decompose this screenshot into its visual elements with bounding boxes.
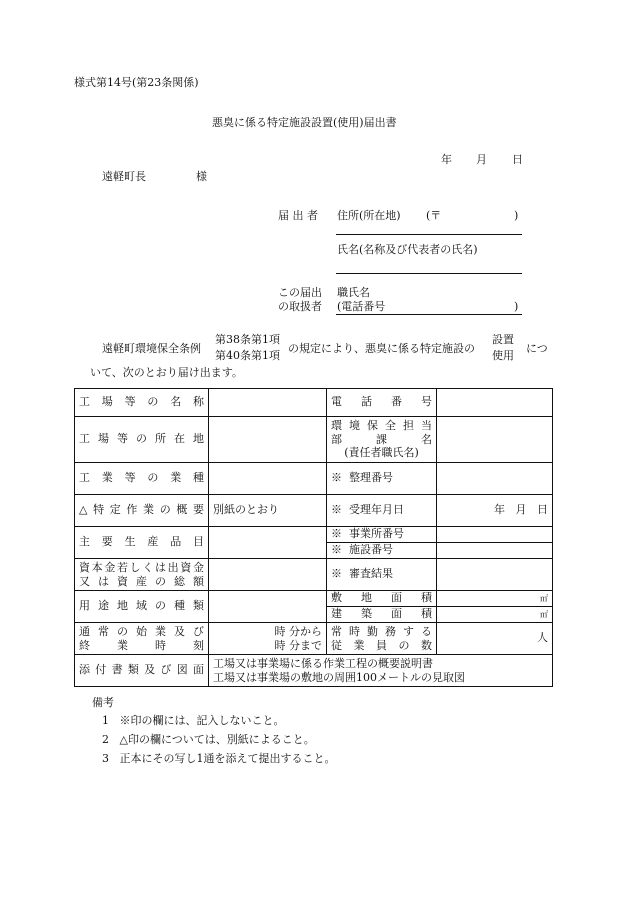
- note-item: [102, 733, 315, 746]
- notes-title: 備考: [92, 696, 114, 709]
- field-employees[interactable]: [437, 623, 553, 655]
- phone-underline: [336, 314, 522, 315]
- label-attachments: 添付書類及び図面: [75, 655, 209, 687]
- label-factory-location: 工場等の所在地: [75, 417, 209, 463]
- body-line-2: いて、次のとおり届け出ます。: [90, 366, 243, 379]
- label-employees-cell: [327, 623, 437, 655]
- label-env-dept-cell: [327, 417, 437, 463]
- note-item: [102, 752, 336, 765]
- phone-label: (電話番号: [337, 300, 386, 313]
- label-capital-1: 資本金若しくは出資金: [79, 560, 204, 574]
- row-factory-name: [75, 389, 553, 417]
- label-reference-number: 整理番号: [349, 471, 393, 485]
- note-text: ※印の欄には、記入しないこと。: [119, 714, 285, 727]
- name-underline: [336, 273, 522, 274]
- option-use: 使用: [492, 349, 514, 362]
- attachment-1: 工場又は事業場に係る作業工程の概要説明書: [213, 656, 433, 670]
- field-review-result[interactable]: [437, 559, 553, 591]
- row-industry-type: [75, 463, 553, 495]
- field-facility-number[interactable]: [437, 543, 553, 559]
- field-capital[interactable]: [209, 559, 327, 591]
- label-env-dept-1: 環境保全担当: [331, 418, 432, 432]
- handler-label-2: の取扱者: [278, 300, 322, 313]
- label-industry-type: 工業等の業種: [75, 463, 209, 495]
- note-text: △印の欄については、別紙によること。: [119, 733, 315, 746]
- label-env-dept-2: 部課名: [331, 432, 432, 446]
- field-factory-location[interactable]: [209, 417, 327, 463]
- label-hours-cell: [75, 623, 209, 655]
- field-reference-number[interactable]: [437, 463, 553, 495]
- label-employees-2: 従業員の数: [331, 638, 432, 652]
- label-hours-1: 通常の始業及び: [79, 624, 204, 638]
- label-factory-name: 工場等の名称: [75, 389, 209, 417]
- ordinance-name: 遠軽町環境保全条例: [102, 342, 201, 355]
- building-area-unit: ㎡: [540, 609, 548, 619]
- label-facility-cell: [327, 543, 437, 559]
- date-month: 月: [476, 153, 487, 166]
- row-capital: [75, 559, 553, 591]
- hours-end: 時 分まで: [274, 638, 322, 652]
- mark-office: ※: [331, 527, 342, 541]
- field-env-dept[interactable]: [437, 417, 553, 463]
- receipt-year: 年: [494, 503, 505, 517]
- label-office-number: 事業所番号: [349, 527, 404, 541]
- label-review-result: 審査結果: [349, 567, 393, 581]
- mark-review: ※: [331, 567, 342, 581]
- receipt-month: 月: [515, 503, 527, 517]
- body-middle: の規定により、悪臭に係る特定施設の: [288, 342, 475, 355]
- article-1: 第38条第1項: [215, 333, 280, 346]
- field-industry-type[interactable]: [209, 463, 327, 495]
- hours-start: 時 分から: [274, 624, 322, 638]
- row-attachments: [75, 655, 553, 687]
- row-business-hours: [75, 623, 553, 655]
- attachment-2: 工場又は事業場の敷地の周囲100メートルの見取図: [213, 670, 465, 684]
- note-number: 3: [102, 752, 109, 765]
- attachments-cell: [209, 655, 553, 687]
- article-2: 第40条第1項: [215, 349, 280, 362]
- mark-receipt: ※: [331, 503, 342, 517]
- notifier-label: 届 出 者: [278, 209, 318, 222]
- field-phone[interactable]: [437, 389, 553, 417]
- field-factory-name[interactable]: [209, 389, 327, 417]
- date-day: 日: [512, 153, 523, 166]
- handler-label-1: この届出: [278, 286, 322, 299]
- label-capital-cell: [75, 559, 209, 591]
- value-specific-work: 別紙のとおり: [209, 495, 327, 527]
- site-area-unit: ㎡: [540, 593, 548, 603]
- name-label: 氏名(名称及び代表者の氏名): [337, 243, 478, 256]
- label-office-cell: [327, 527, 437, 543]
- label-env-dept-3: (責任者職氏名): [344, 446, 419, 460]
- note-number: 1: [102, 714, 109, 727]
- label-receipt-date: 受理年月日: [349, 503, 404, 517]
- field-site-area[interactable]: [437, 591, 553, 607]
- label-site-area: 敷地面積: [327, 591, 437, 607]
- label-receipt-cell: [327, 495, 437, 527]
- mark-facility: ※: [331, 543, 342, 557]
- field-main-products[interactable]: [209, 527, 327, 559]
- note-number: 2: [102, 733, 109, 746]
- label-hours-2: 終業時刻: [79, 638, 204, 652]
- option-install: 設置: [492, 333, 514, 346]
- label-facility-number: 施設番号: [349, 543, 393, 557]
- form-number: 様式第14号(第23条関係): [74, 76, 199, 89]
- field-zoning[interactable]: [209, 591, 327, 623]
- date-year: 年: [441, 153, 452, 166]
- row-specific-work: [75, 495, 553, 527]
- receipt-day: 日: [537, 503, 548, 517]
- phone-close-paren: ): [514, 300, 519, 313]
- address-underline: [336, 234, 522, 235]
- staff-label: 職氏名: [337, 286, 370, 299]
- addressee-honorific: 様: [196, 170, 207, 183]
- label-building-area: 建築面積: [327, 607, 437, 623]
- label-phone: 電話番号: [327, 389, 437, 417]
- field-receipt-date: [437, 495, 553, 527]
- row-main-products-a: [75, 527, 553, 543]
- address-close-paren: ): [514, 209, 519, 222]
- body-tail: につ: [526, 342, 548, 355]
- label-zoning: 用途地域の種類: [75, 591, 209, 623]
- row-zoning-a: [75, 591, 553, 607]
- row-factory-location: [75, 417, 553, 463]
- note-text: 正本にその写し1通を添えて提出すること。: [119, 752, 336, 765]
- field-building-area[interactable]: [437, 607, 553, 623]
- label-reference-cell: [327, 463, 437, 495]
- notification-table: [74, 388, 553, 687]
- label-review-cell: [327, 559, 437, 591]
- note-item: [102, 714, 285, 727]
- addressee-name: 遠軽町長: [102, 170, 146, 183]
- label-capital-2: 又は資産の総額: [79, 574, 204, 588]
- address-label: 住所(所在地): [337, 209, 401, 222]
- label-main-products: 主要生産品目: [75, 527, 209, 559]
- label-specific-work: △特定作業の概要: [75, 495, 209, 527]
- field-business-hours[interactable]: [209, 623, 327, 655]
- postal-mark: (〒: [426, 209, 442, 222]
- field-office-number[interactable]: [437, 527, 553, 543]
- mark-reference: ※: [331, 471, 342, 485]
- label-employees-1: 常時勤務する: [331, 624, 432, 638]
- employees-unit: 人: [537, 631, 548, 645]
- form-title: 悪臭に係る特定施設設置(使用)届出書: [212, 116, 397, 129]
